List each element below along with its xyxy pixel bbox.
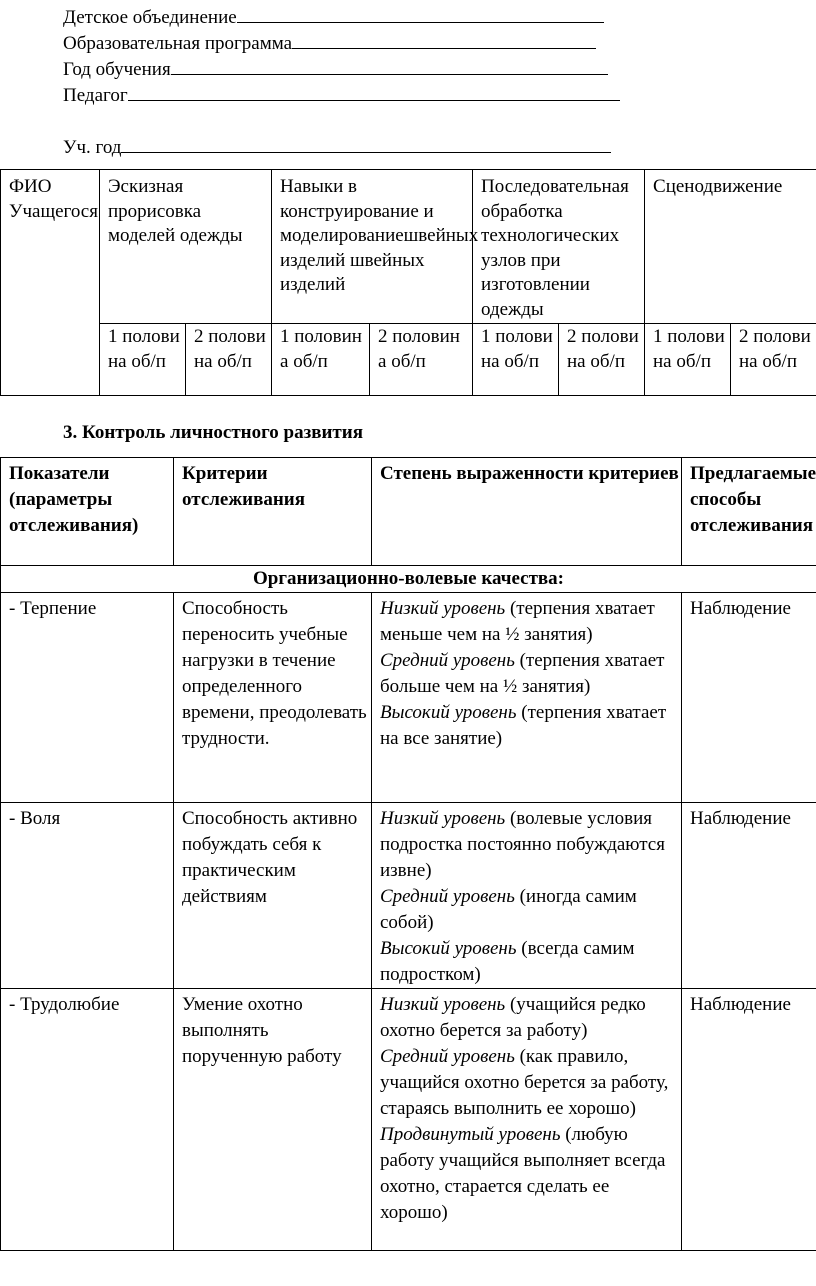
method-cell: Наблюдение [682, 593, 816, 803]
category-header: Последовательная обработка технологических узлов при изготовлении одежды [473, 170, 645, 324]
methods-header: Предлагаемые способы отслеживания [682, 458, 816, 566]
category-header: Эскизная прорисовка моделей одежды [100, 170, 272, 324]
teacher-input-line[interactable] [128, 81, 620, 101]
section-title: 3. Контроль личностного развития [63, 422, 363, 443]
indicator-cell: - Терпение [1, 593, 174, 803]
level-text: (волевые условия подростка постоянно побуждаются извне) [380, 808, 665, 881]
table-header-row [1, 458, 816, 566]
group-field [63, 3, 620, 29]
table-row [1, 593, 816, 803]
level-name: Средний уровень [380, 886, 515, 907]
program-input-line[interactable] [292, 29, 596, 49]
half-year-cell: 1 полови на об/п [100, 324, 186, 396]
group-input-line[interactable] [237, 3, 604, 23]
method-cell: Наблюдение [682, 803, 816, 989]
category-header: Навыки в конструирование и моделированиешвейных изделий швейных изделий [272, 170, 473, 324]
teacher-field [63, 81, 620, 107]
level-text: (как правило, учащийся охотно берется за работу, стараясь выполнить ее хорошо) [380, 1046, 669, 1119]
skills-table-halves-row [1, 324, 816, 396]
skills-table [0, 169, 816, 396]
levels-cell [372, 803, 682, 989]
group-label: Детское объединение [63, 7, 237, 28]
half-year-cell: 2 половин а об/п [370, 324, 473, 396]
indicator-cell: - Воля [1, 803, 174, 989]
category-header: Сценодвижение [645, 170, 816, 324]
levels-cell [372, 989, 682, 1251]
group-row [1, 566, 816, 593]
level-text: (учащийся редко охотно берется за работу) [380, 994, 646, 1041]
level-text: (терпения хватает на все занятие) [380, 702, 667, 749]
level-name: Продвинутый уровень [380, 1124, 561, 1145]
group-title: Организационно-волевые качества: [1, 566, 816, 593]
criteria-header: Критерии отслеживания [174, 458, 372, 566]
level-name: Низкий уровень [380, 808, 506, 829]
level-name: Высокий уровень [380, 938, 517, 959]
academic-year-input-line[interactable] [121, 133, 611, 153]
half-year-cell: 1 половин а об/п [272, 324, 370, 396]
personal-development-table [0, 457, 816, 1251]
program-field [63, 29, 620, 55]
criterion-cell: Способность переносить учебные нагрузки в течение определенного времени, преодолевать трудности. [174, 593, 372, 803]
program-label: Образовательная программа [63, 33, 293, 54]
half-year-cell: 2 полови на об/п [731, 324, 816, 396]
indicators-header: Показатели (параметры отслеживания) [1, 458, 174, 566]
year-input-line[interactable] [171, 55, 608, 75]
half-year-cell: 1 полови на об/п [645, 324, 731, 396]
document-header [63, 3, 620, 159]
table-row [1, 989, 816, 1251]
level-name: Низкий уровень [380, 598, 506, 619]
academic-year-field [63, 133, 620, 159]
level-text: (иногда самим собой) [380, 886, 637, 933]
skills-table-header-row [1, 170, 816, 324]
level-name: Низкий уровень [380, 994, 506, 1015]
criterion-cell: Умение охотно выполнять порученную работу [174, 989, 372, 1251]
level-name: Высокий уровень [380, 702, 517, 723]
level-text: (любую работу учащийся выполняет всегда охотно, старается сделать ее хорошо) [380, 1124, 666, 1223]
criterion-cell: Способность активно побуждать себя к практическим действиям [174, 803, 372, 989]
student-name-header: ФИО Учащегося [1, 170, 100, 396]
level-name: Средний уровень [380, 650, 515, 671]
table-row [1, 803, 816, 989]
half-year-cell: 2 полови на об/п [559, 324, 645, 396]
levels-cell [372, 593, 682, 803]
half-year-cell: 1 полови на об/п [473, 324, 559, 396]
level-text: (всегда самим подростком) [380, 938, 635, 985]
indicator-cell: - Трудолюбие [1, 989, 174, 1251]
method-cell: Наблюдение [682, 989, 816, 1251]
year-label: Год обучения [63, 59, 171, 80]
degree-header: Степень выраженности критериев [372, 458, 682, 566]
level-text: (терпения хватает меньше чем на ½ занятия) [380, 598, 655, 645]
level-text: (терпения хватает больше чем на ½ занятия) [380, 650, 665, 697]
academic-year-label: Уч. год [63, 137, 122, 158]
level-name: Средний уровень [380, 1046, 515, 1067]
teacher-label: Педагог [63, 85, 128, 106]
half-year-cell: 2 полови на об/п [186, 324, 272, 396]
year-field [63, 55, 620, 81]
